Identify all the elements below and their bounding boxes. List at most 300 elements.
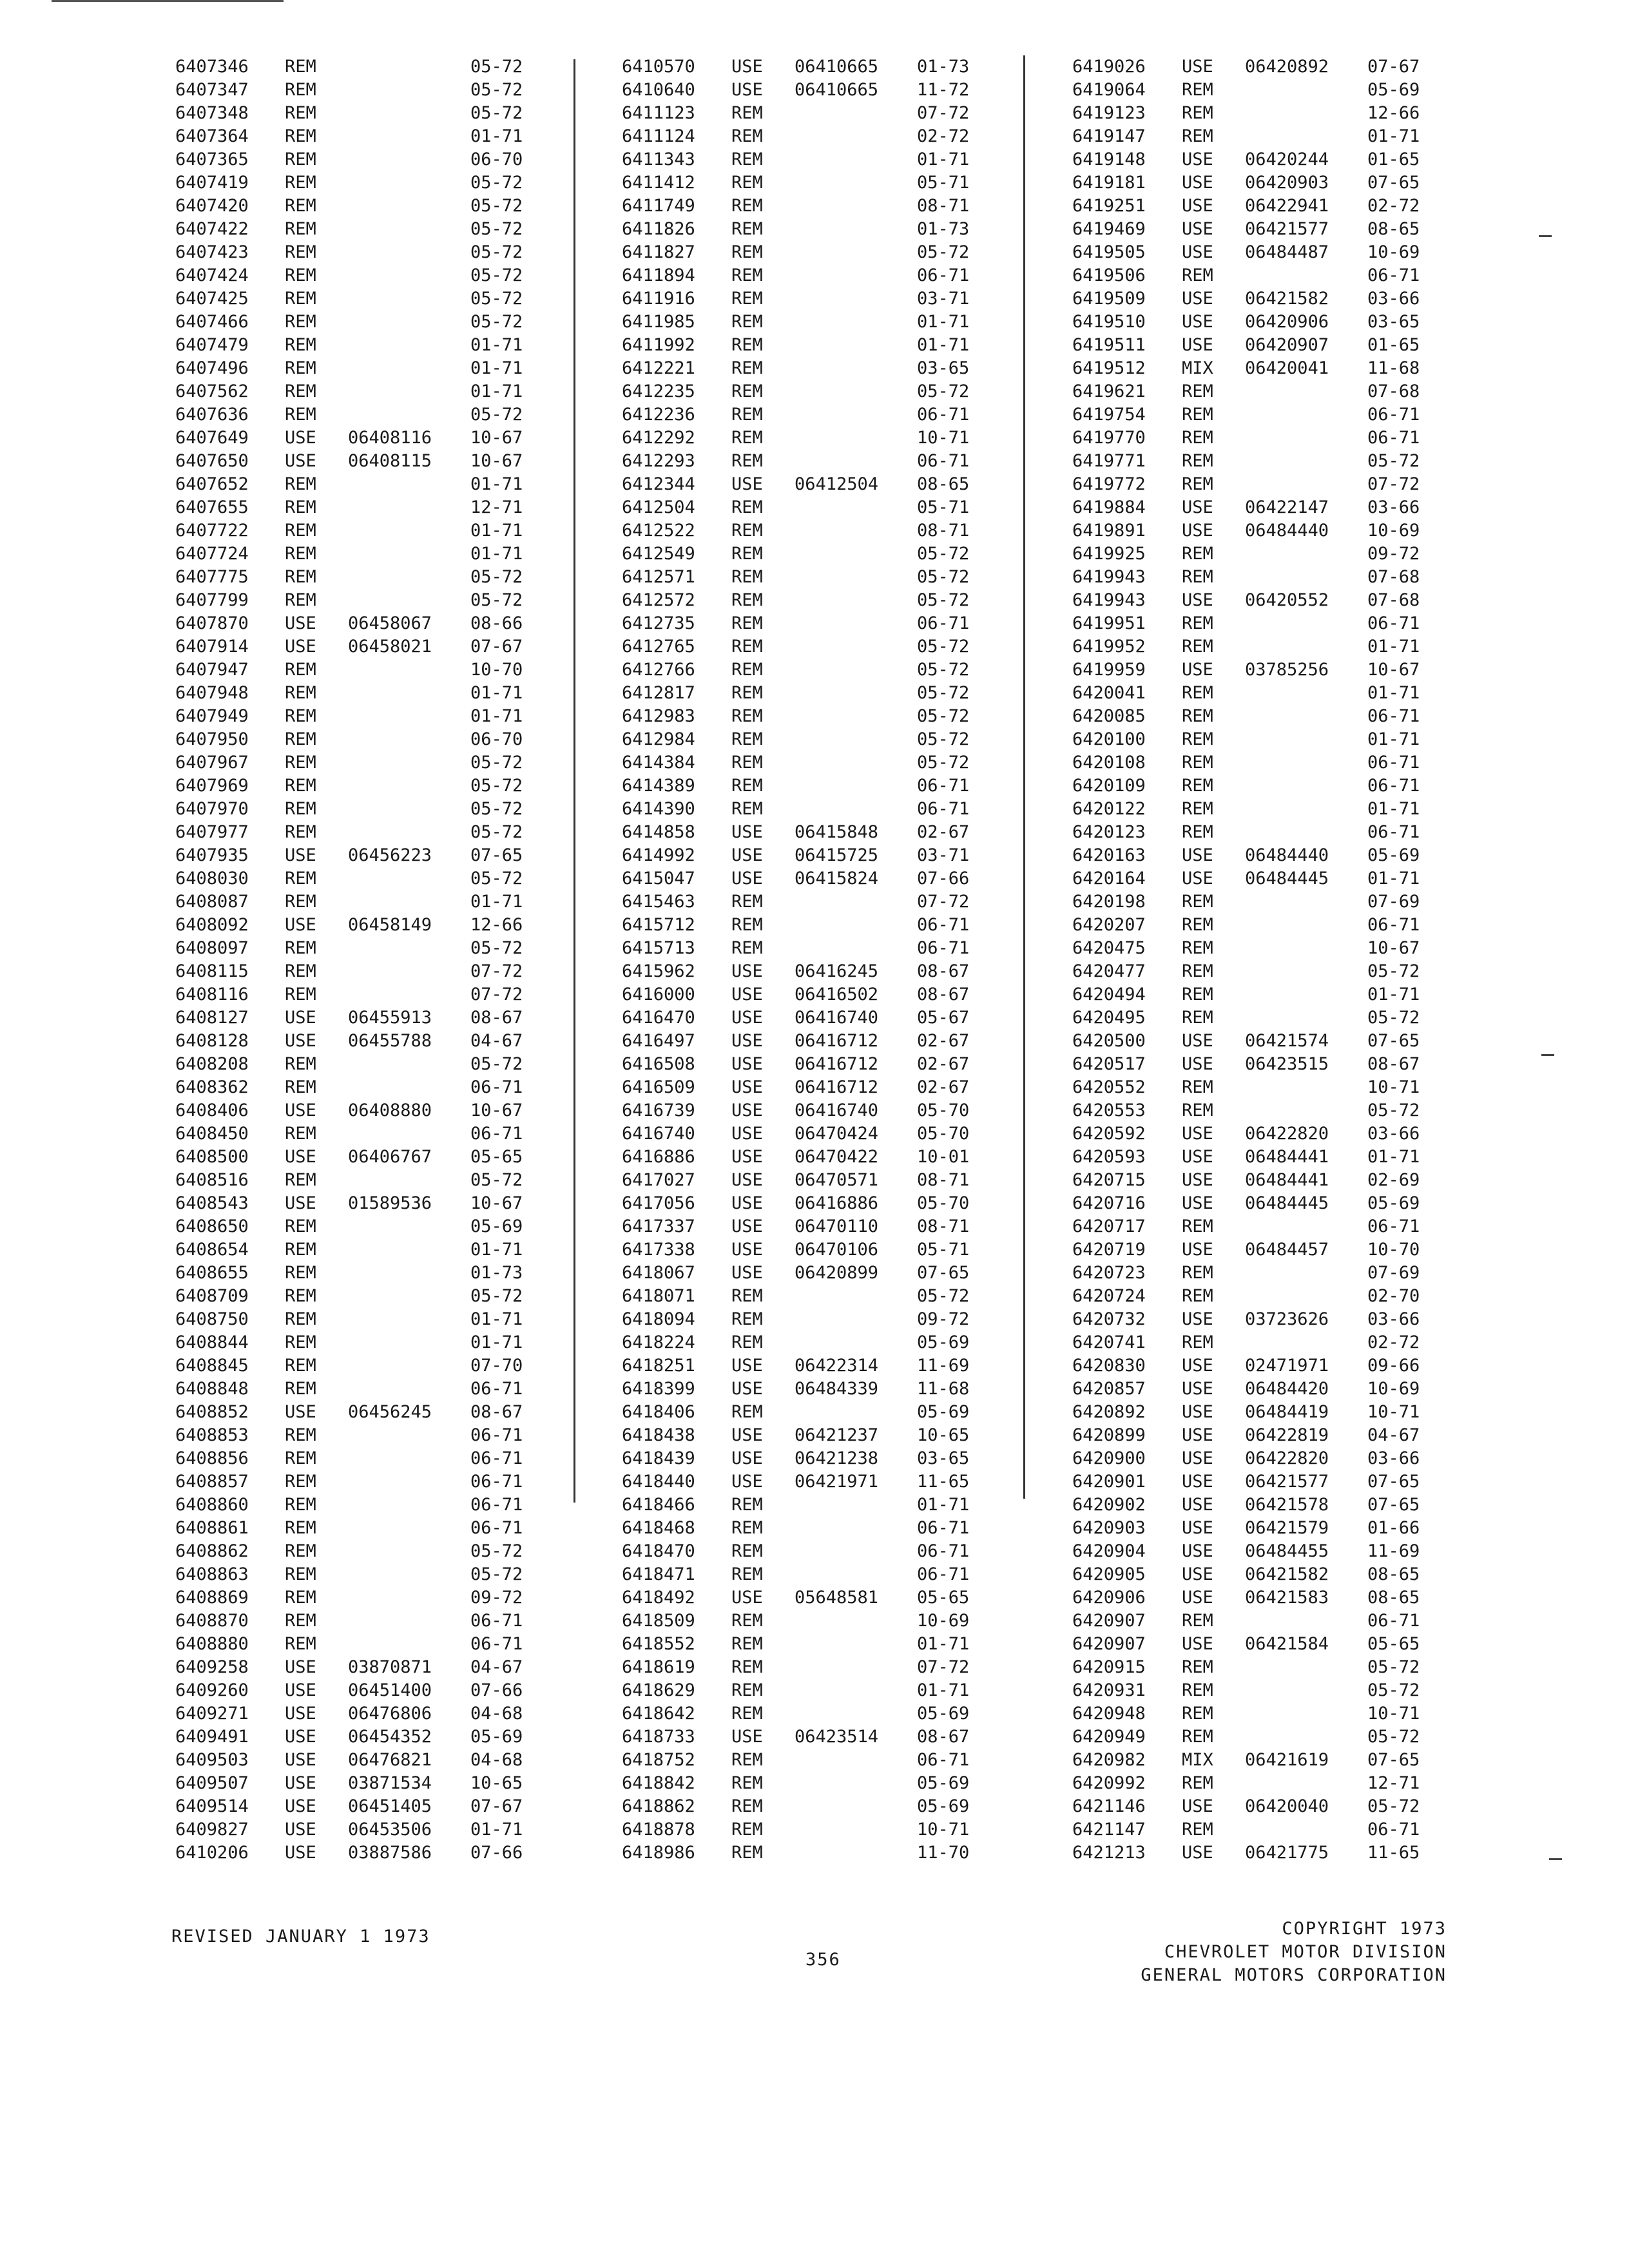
part-number: 6418466 xyxy=(622,1495,695,1515)
status-code: REM xyxy=(1182,1077,1213,1097)
part-number: 6408861 xyxy=(175,1518,249,1538)
status-code: USE xyxy=(1182,1843,1213,1863)
part-number: 6409271 xyxy=(175,1704,249,1724)
date-code: 01-71 xyxy=(1367,869,1420,889)
status-code: REM xyxy=(285,892,316,912)
status-code: USE xyxy=(1182,1193,1213,1213)
status-code: USE xyxy=(731,80,763,100)
part-number: 6418406 xyxy=(622,1402,695,1422)
status-code: REM xyxy=(285,590,316,610)
part-number: 6407496 xyxy=(175,358,249,378)
date-code: 12-66 xyxy=(1367,103,1420,123)
part-number: 6411826 xyxy=(622,219,695,239)
date-code: 05-70 xyxy=(917,1100,970,1120)
replacement-part: 06421582 xyxy=(1245,1564,1329,1584)
date-code: 07-69 xyxy=(1367,892,1420,912)
date-code: 04-68 xyxy=(470,1750,523,1770)
part-number: 6420741 xyxy=(1072,1332,1146,1352)
part-number: 6420907 xyxy=(1072,1634,1146,1654)
date-code: 05-72 xyxy=(470,1541,523,1561)
status-code: REM xyxy=(731,706,763,726)
date-code: 06-71 xyxy=(470,1634,523,1654)
status-code: REM xyxy=(731,358,763,378)
date-code: 10-70 xyxy=(1367,1240,1420,1260)
part-number: 6407724 xyxy=(175,544,249,564)
date-code: 05-65 xyxy=(470,1147,523,1167)
date-code: 05-72 xyxy=(917,660,970,680)
status-code: REM xyxy=(1182,1657,1213,1677)
date-code: 07-67 xyxy=(470,1796,523,1816)
status-code: USE xyxy=(731,57,763,77)
part-number: 6412504 xyxy=(622,497,695,517)
part-number: 6419772 xyxy=(1072,474,1146,494)
part-number: 6407949 xyxy=(175,706,249,726)
replacement-part: 06458021 xyxy=(348,637,432,657)
status-code: REM xyxy=(731,1634,763,1654)
date-code: 08-65 xyxy=(1367,1588,1420,1608)
part-number: 6420719 xyxy=(1072,1240,1146,1260)
status-code: REM xyxy=(285,660,316,680)
date-code: 08-65 xyxy=(1367,219,1420,239)
status-code: REM xyxy=(285,567,316,587)
status-code: REM xyxy=(731,381,763,401)
replacement-part: 06421971 xyxy=(795,1472,879,1492)
replacement-part: 06451405 xyxy=(348,1796,432,1816)
status-code: REM xyxy=(1182,822,1213,842)
part-number: 6412549 xyxy=(622,544,695,564)
top-rule xyxy=(52,0,284,2)
date-code: 07-67 xyxy=(1367,57,1420,77)
part-number: 6420992 xyxy=(1072,1773,1146,1793)
part-number: 6420732 xyxy=(1072,1309,1146,1329)
part-number: 6414389 xyxy=(622,776,695,796)
date-code: 05-72 xyxy=(1367,1680,1420,1700)
date-code: 06-71 xyxy=(917,405,970,425)
date-code: 08-71 xyxy=(917,196,970,216)
date-code: 03-65 xyxy=(1367,312,1420,332)
status-code: REM xyxy=(731,1611,763,1631)
status-code: REM xyxy=(285,1518,316,1538)
replacement-part: 06484339 xyxy=(795,1379,879,1399)
part-number: 6418439 xyxy=(622,1448,695,1468)
part-number: 6407364 xyxy=(175,126,249,146)
part-number: 6420477 xyxy=(1072,961,1146,981)
status-code: REM xyxy=(731,289,763,309)
date-code: 08-71 xyxy=(917,1170,970,1190)
part-number: 6418878 xyxy=(622,1820,695,1840)
part-number: 6419959 xyxy=(1072,660,1146,680)
date-code: 05-72 xyxy=(470,1054,523,1074)
margin-mark xyxy=(1541,1054,1554,1056)
part-number: 6408870 xyxy=(175,1611,249,1631)
part-number: 6420494 xyxy=(1072,985,1146,1004)
status-code: REM xyxy=(731,335,763,355)
date-code: 05-67 xyxy=(917,1008,970,1028)
part-number: 6420163 xyxy=(1072,845,1146,865)
replacement-part: 06416886 xyxy=(795,1193,879,1213)
replacement-part: 03871534 xyxy=(348,1773,432,1793)
status-code: REM xyxy=(1182,1286,1213,1306)
date-code: 05-65 xyxy=(917,1588,970,1608)
status-code: REM xyxy=(285,497,316,517)
status-code: USE xyxy=(1182,1564,1213,1584)
date-code: 03-71 xyxy=(917,289,970,309)
part-number: 6419925 xyxy=(1072,544,1146,564)
date-code: 05-72 xyxy=(1367,1008,1420,1028)
status-code: REM xyxy=(731,196,763,216)
date-code: 08-65 xyxy=(1367,1564,1420,1584)
replacement-part: 06422147 xyxy=(1245,497,1329,517)
date-code: 07-66 xyxy=(470,1680,523,1700)
date-code: 07-69 xyxy=(1367,1263,1420,1283)
status-code: MIX xyxy=(1182,1750,1213,1770)
replacement-part: 06416712 xyxy=(795,1054,879,1074)
date-code: 06-71 xyxy=(470,1425,523,1445)
part-number: 6419064 xyxy=(1072,80,1146,100)
revision-date: REVISED JANUARY 1 1973 xyxy=(171,1927,430,1946)
date-code: 10-67 xyxy=(1367,938,1420,958)
date-code: 02-67 xyxy=(917,1031,970,1051)
replacement-part: 06420041 xyxy=(1245,358,1329,378)
status-code: USE xyxy=(285,613,316,633)
status-code: USE xyxy=(1182,1495,1213,1515)
replacement-part: 06420907 xyxy=(1245,335,1329,355)
date-code: 07-65 xyxy=(470,845,523,865)
replacement-part: 06476806 xyxy=(348,1704,432,1724)
date-code: 06-71 xyxy=(1367,706,1420,726)
replacement-part: 06423514 xyxy=(795,1727,879,1747)
status-code: REM xyxy=(285,1124,316,1144)
status-code: REM xyxy=(731,938,763,958)
status-code: USE xyxy=(1182,1170,1213,1190)
date-code: 07-65 xyxy=(1367,1472,1420,1492)
status-code: USE xyxy=(285,1796,316,1816)
margin-mark xyxy=(1549,1858,1562,1860)
status-code: USE xyxy=(1182,196,1213,216)
part-number: 6420593 xyxy=(1072,1147,1146,1167)
part-number: 6420902 xyxy=(1072,1495,1146,1515)
date-code: 01-71 xyxy=(917,149,970,169)
status-code: USE xyxy=(731,1379,763,1399)
date-code: 03-66 xyxy=(1367,1309,1420,1329)
status-code: USE xyxy=(1182,497,1213,517)
date-code: 01-73 xyxy=(917,57,970,77)
date-code: 05-69 xyxy=(917,1402,970,1422)
status-code: USE xyxy=(285,1843,316,1863)
date-code: 08-65 xyxy=(917,474,970,494)
date-code: 02-69 xyxy=(1367,1170,1420,1190)
date-code: 04-67 xyxy=(1367,1425,1420,1445)
status-code: REM xyxy=(731,103,763,123)
part-number: 6407652 xyxy=(175,474,249,494)
part-number: 6416886 xyxy=(622,1147,695,1167)
part-number: 6420982 xyxy=(1072,1750,1146,1770)
date-code: 01-71 xyxy=(470,892,523,912)
date-code: 10-65 xyxy=(917,1425,970,1445)
part-number: 6420915 xyxy=(1072,1657,1146,1677)
status-code: REM xyxy=(731,1286,763,1306)
status-code: REM xyxy=(285,196,316,216)
status-code: REM xyxy=(285,753,316,773)
date-code: 01-71 xyxy=(470,1309,523,1329)
status-code: REM xyxy=(731,428,763,448)
part-number: 6408087 xyxy=(175,892,249,912)
status-code: USE xyxy=(285,915,316,935)
part-number: 6411894 xyxy=(622,265,695,285)
part-number: 6419511 xyxy=(1072,335,1146,355)
date-code: 06-71 xyxy=(1367,613,1420,633)
status-code: USE xyxy=(1182,335,1213,355)
status-code: USE xyxy=(731,1100,763,1120)
replacement-part: 06416740 xyxy=(795,1008,879,1028)
date-code: 10-67 xyxy=(470,451,523,471)
date-code: 08-67 xyxy=(917,1727,970,1747)
date-code: 05-69 xyxy=(917,1773,970,1793)
part-number: 6414384 xyxy=(622,753,695,773)
date-code: 08-67 xyxy=(470,1008,523,1028)
replacement-part: 06406767 xyxy=(348,1147,432,1167)
date-code: 11-65 xyxy=(1367,1843,1420,1863)
status-code: REM xyxy=(285,1634,316,1654)
date-code: 05-72 xyxy=(470,242,523,262)
part-number: 6411123 xyxy=(622,103,695,123)
part-number: 6408848 xyxy=(175,1379,249,1399)
replacement-part: 06484457 xyxy=(1245,1240,1329,1260)
status-code: REM xyxy=(285,706,316,726)
part-number: 6411343 xyxy=(622,149,695,169)
date-code: 07-66 xyxy=(917,869,970,889)
part-number: 6418492 xyxy=(622,1588,695,1608)
part-number: 6407466 xyxy=(175,312,249,332)
part-number: 6418071 xyxy=(622,1286,695,1306)
replacement-part: 06421238 xyxy=(795,1448,879,1468)
status-code: REM xyxy=(731,521,763,541)
status-code: REM xyxy=(285,521,316,541)
part-number: 6408655 xyxy=(175,1263,249,1283)
status-code: USE xyxy=(285,1727,316,1747)
date-code: 01-71 xyxy=(1367,985,1420,1004)
status-code: REM xyxy=(285,1170,316,1190)
replacement-part: 06484440 xyxy=(1245,845,1329,865)
status-code: REM xyxy=(285,173,316,193)
date-code: 06-71 xyxy=(917,1564,970,1584)
replacement-part: 06470571 xyxy=(795,1170,879,1190)
part-number: 6407948 xyxy=(175,683,249,703)
date-code: 11-69 xyxy=(1367,1541,1420,1561)
status-code: REM xyxy=(1182,567,1213,587)
status-code: USE xyxy=(1182,1541,1213,1561)
status-code: REM xyxy=(1182,985,1213,1004)
status-code: USE xyxy=(1182,869,1213,889)
part-number: 6418399 xyxy=(622,1379,695,1399)
date-code: 06-71 xyxy=(1367,822,1420,842)
date-code: 10-67 xyxy=(470,1100,523,1120)
date-code: 10-67 xyxy=(470,1193,523,1213)
date-code: 05-72 xyxy=(470,753,523,773)
status-code: REM xyxy=(731,776,763,796)
replacement-part: 06454352 xyxy=(348,1727,432,1747)
status-code: USE xyxy=(285,1657,316,1677)
status-code: REM xyxy=(731,1495,763,1515)
date-code: 08-67 xyxy=(917,985,970,1004)
status-code: REM xyxy=(1182,613,1213,633)
part-number: 6407425 xyxy=(175,289,249,309)
part-number: 6416470 xyxy=(622,1008,695,1028)
date-code: 06-71 xyxy=(917,915,970,935)
date-code: 05-72 xyxy=(470,57,523,77)
copyright-line: COPYRIGHT 1973 xyxy=(1282,1919,1447,1939)
date-code: 06-71 xyxy=(470,1472,523,1492)
replacement-part: 06421574 xyxy=(1245,1031,1329,1051)
status-code: REM xyxy=(285,103,316,123)
status-code: USE xyxy=(1182,1356,1213,1376)
date-code: 03-65 xyxy=(917,1448,970,1468)
part-number: 6412735 xyxy=(622,613,695,633)
date-code: 06-71 xyxy=(1367,776,1420,796)
part-number: 6418251 xyxy=(622,1356,695,1376)
date-code: 05-72 xyxy=(917,683,970,703)
status-code: REM xyxy=(1182,1263,1213,1283)
part-number: 6408516 xyxy=(175,1170,249,1190)
status-code: REM xyxy=(285,335,316,355)
status-code: REM xyxy=(731,265,763,285)
status-code: REM xyxy=(1182,1008,1213,1028)
status-code: REM xyxy=(731,497,763,517)
date-code: 02-67 xyxy=(917,1077,970,1097)
date-code: 01-71 xyxy=(917,1634,970,1654)
part-number: 6407649 xyxy=(175,428,249,448)
part-number: 6420716 xyxy=(1072,1193,1146,1213)
status-code: REM xyxy=(285,1495,316,1515)
status-code: REM xyxy=(1182,892,1213,912)
date-code: 02-72 xyxy=(1367,196,1420,216)
part-number: 6408092 xyxy=(175,915,249,935)
status-code: REM xyxy=(1182,1773,1213,1793)
status-code: REM xyxy=(1182,265,1213,285)
part-number: 6419943 xyxy=(1072,590,1146,610)
replacement-part: 02471971 xyxy=(1245,1356,1329,1376)
date-code: 01-71 xyxy=(1367,729,1420,749)
part-number: 6408869 xyxy=(175,1588,249,1608)
part-number: 6408856 xyxy=(175,1448,249,1468)
status-code: REM xyxy=(285,1425,316,1445)
part-number: 6408127 xyxy=(175,1008,249,1028)
status-code: REM xyxy=(731,312,763,332)
replacement-part: 06455913 xyxy=(348,1008,432,1028)
part-number: 6420901 xyxy=(1072,1472,1146,1492)
part-number: 6416000 xyxy=(622,985,695,1004)
status-code: USE xyxy=(731,822,763,842)
date-code: 06-71 xyxy=(470,1448,523,1468)
part-number: 6408852 xyxy=(175,1402,249,1422)
date-code: 05-71 xyxy=(917,497,970,517)
date-code: 05-72 xyxy=(917,706,970,726)
status-code: REM xyxy=(285,1588,316,1608)
date-code: 10-67 xyxy=(470,428,523,448)
status-code: USE xyxy=(1182,1379,1213,1399)
part-number: 6415713 xyxy=(622,938,695,958)
status-code: REM xyxy=(285,729,316,749)
part-number: 6407977 xyxy=(175,822,249,842)
status-code: USE xyxy=(731,474,763,494)
part-number: 6417337 xyxy=(622,1216,695,1236)
part-number: 6407423 xyxy=(175,242,249,262)
part-number: 6420931 xyxy=(1072,1680,1146,1700)
part-number: 6419148 xyxy=(1072,149,1146,169)
date-code: 07-65 xyxy=(917,1263,970,1283)
status-code: USE xyxy=(1182,1634,1213,1654)
date-code: 10-71 xyxy=(1367,1704,1420,1724)
date-code: 05-72 xyxy=(470,567,523,587)
date-code: 06-71 xyxy=(1367,1216,1420,1236)
date-code: 07-68 xyxy=(1367,590,1420,610)
replacement-part: 05648581 xyxy=(795,1588,879,1608)
part-number: 6418471 xyxy=(622,1564,695,1584)
part-number: 6411749 xyxy=(622,196,695,216)
part-number: 6420198 xyxy=(1072,892,1146,912)
column-divider xyxy=(574,59,575,1503)
part-number: 6419771 xyxy=(1072,451,1146,471)
status-code: USE xyxy=(731,1054,763,1074)
status-code: USE xyxy=(731,1425,763,1445)
replacement-part: 06412504 xyxy=(795,474,879,494)
part-number: 6411124 xyxy=(622,126,695,146)
part-number: 6420207 xyxy=(1072,915,1146,935)
status-code: REM xyxy=(731,405,763,425)
replacement-part: 01589536 xyxy=(348,1193,432,1213)
status-code: REM xyxy=(285,1379,316,1399)
status-code: USE xyxy=(1182,219,1213,239)
part-number: 6418438 xyxy=(622,1425,695,1445)
replacement-part: 06416740 xyxy=(795,1100,879,1120)
status-code: REM xyxy=(285,1286,316,1306)
part-number: 6408450 xyxy=(175,1124,249,1144)
date-code: 05-72 xyxy=(470,1286,523,1306)
date-code: 10-69 xyxy=(1367,521,1420,541)
date-code: 06-71 xyxy=(917,613,970,633)
part-number: 6421213 xyxy=(1072,1843,1146,1863)
date-code: 10-67 xyxy=(1367,660,1420,680)
part-number: 6407950 xyxy=(175,729,249,749)
part-number: 6420108 xyxy=(1072,753,1146,773)
part-number: 6418067 xyxy=(622,1263,695,1283)
part-number: 6419951 xyxy=(1072,613,1146,633)
replacement-part: 06470424 xyxy=(795,1124,879,1144)
replacement-part: 06421584 xyxy=(1245,1634,1329,1654)
part-number: 6419181 xyxy=(1072,173,1146,193)
status-code: USE xyxy=(731,1727,763,1747)
date-code: 05-69 xyxy=(470,1727,523,1747)
status-code: REM xyxy=(285,1332,316,1352)
status-code: REM xyxy=(1182,1727,1213,1747)
status-code: USE xyxy=(1182,1425,1213,1445)
date-code: 01-71 xyxy=(470,1332,523,1352)
replacement-part: 06421577 xyxy=(1245,1472,1329,1492)
date-code: 01-71 xyxy=(470,706,523,726)
date-code: 05-72 xyxy=(470,1564,523,1584)
status-code: USE xyxy=(285,1704,316,1724)
replacement-part: 06484440 xyxy=(1245,521,1329,541)
replacement-part: 06422314 xyxy=(795,1356,879,1376)
part-number: 6419952 xyxy=(1072,637,1146,657)
status-code: REM xyxy=(285,1263,316,1283)
status-code: USE xyxy=(731,1240,763,1260)
status-code: USE xyxy=(1182,1031,1213,1051)
part-number: 6412293 xyxy=(622,451,695,471)
status-code: USE xyxy=(285,1402,316,1422)
status-code: USE xyxy=(1182,1448,1213,1468)
date-code: 06-71 xyxy=(1367,428,1420,448)
